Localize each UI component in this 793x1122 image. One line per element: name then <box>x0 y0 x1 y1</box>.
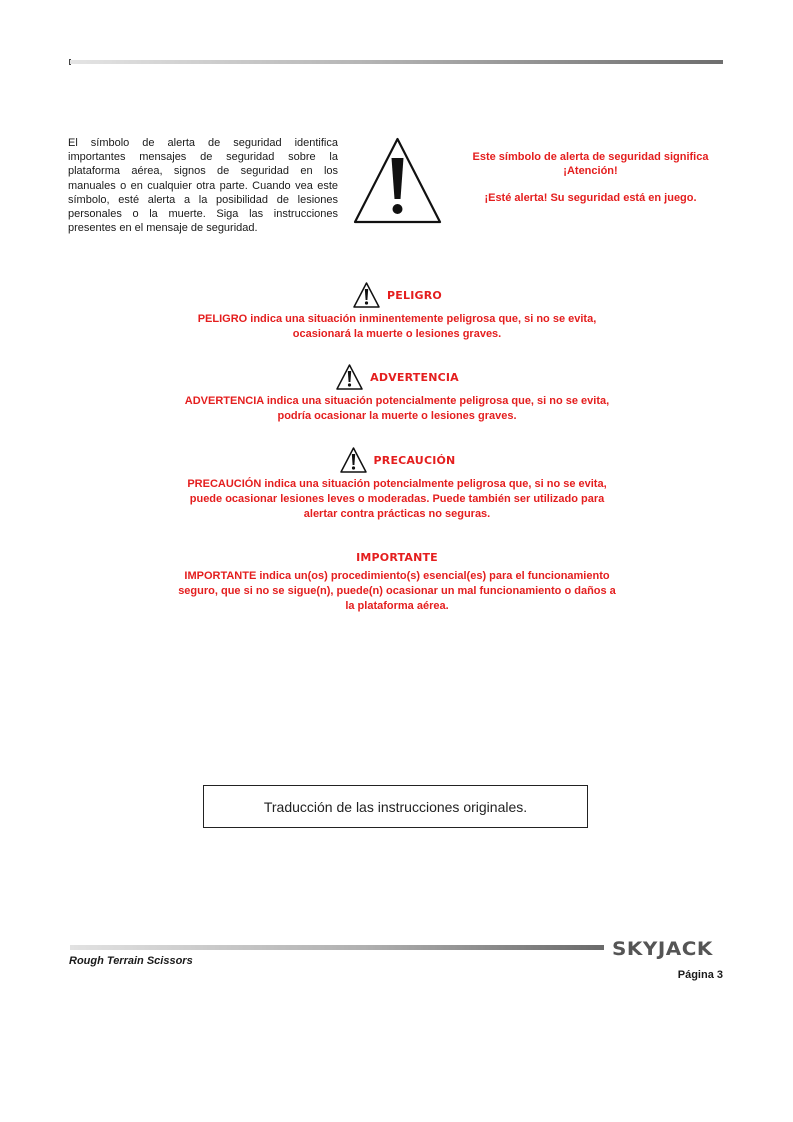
warning-triangle-icon <box>352 281 381 309</box>
signal-description-line: IMPORTANTE indica un(os) procedimiento(s) esencial(es) para el funcionamiento <box>184 570 610 582</box>
signal-description-line: podría ocasionar la muerte o lesiones graves. <box>277 410 517 422</box>
signal-description-line: seguro, que si no se sigue(n), puede(n) ocasionar un mal funcionamiento o daños a <box>178 585 616 597</box>
safety-alert-icon <box>350 134 445 228</box>
signal-description <box>150 569 644 614</box>
signal-description-line: alertar contra prácticas no seguras. <box>303 508 491 520</box>
signal-description <box>150 312 644 342</box>
signal-description-line: PRECAUCIÓN indica una situación potencialmente peligrosa que, si no se evita, <box>187 478 607 490</box>
translation-note: Traducción de las instrucciones originales. <box>203 785 588 828</box>
bottom-rule <box>70 945 604 950</box>
skyjack-logo: SKYJACK <box>612 938 713 960</box>
signal-precaucion <box>150 446 644 522</box>
warning-triangle-icon <box>335 363 364 391</box>
top-rule <box>70 60 723 64</box>
signal-heading <box>150 551 644 564</box>
signal-heading-text: IMPORTANTE <box>356 551 438 564</box>
signal-heading <box>150 446 644 474</box>
intro-paragraph: El símbolo de alerta de seguridad identifica importantes mensajes de seguridad sobre la plataforma aérea, signos de seguridad en los manuales o en cualquier otra parte. Cuando vea este símbolo, esté alerta a la posibilidad de lesiones personales o la muerte. Siga las instrucciones presentes en el mensaje de seguridad. <box>68 137 338 235</box>
signal-description-line: la plataforma aérea. <box>345 600 449 612</box>
alert-meaning <box>458 150 723 205</box>
signal-description <box>150 477 644 522</box>
signal-heading-text: ADVERTENCIA <box>370 370 459 384</box>
signal-description-line: puede ocasionar lesiones leves o moderadas. Puede también ser utilizado para <box>189 493 605 505</box>
signal-heading-text: PRECAUCIÓN <box>373 453 456 467</box>
signal-heading-text: PELIGRO <box>387 288 442 302</box>
signal-description-line: ocasionará la muerte o lesiones graves. <box>292 328 502 340</box>
signal-advertencia <box>150 363 644 424</box>
warning-triangle-icon <box>339 446 368 474</box>
alert-meaning-line-1: Este símbolo de alerta de seguridad significa <box>472 151 709 163</box>
signal-peligro <box>150 281 644 342</box>
signal-heading <box>150 281 644 309</box>
signal-heading <box>150 363 644 391</box>
signal-importante <box>150 551 644 614</box>
alert-meaning-line-3: ¡Esté alerta! Su seguridad está en juego. <box>484 192 697 204</box>
alert-meaning-line-2: ¡Atención! <box>563 165 618 177</box>
footer-title: Rough Terrain Scissors <box>69 955 193 967</box>
signal-description <box>150 394 644 424</box>
signal-description-line: PELIGRO indica una situación inminentemente peligrosa que, si no se evita, <box>197 313 597 325</box>
signal-description-line: ADVERTENCIA indica una situación potencialmente peligrosa que, si no se evita, <box>184 395 610 407</box>
page-number: Página 3 <box>677 969 723 981</box>
